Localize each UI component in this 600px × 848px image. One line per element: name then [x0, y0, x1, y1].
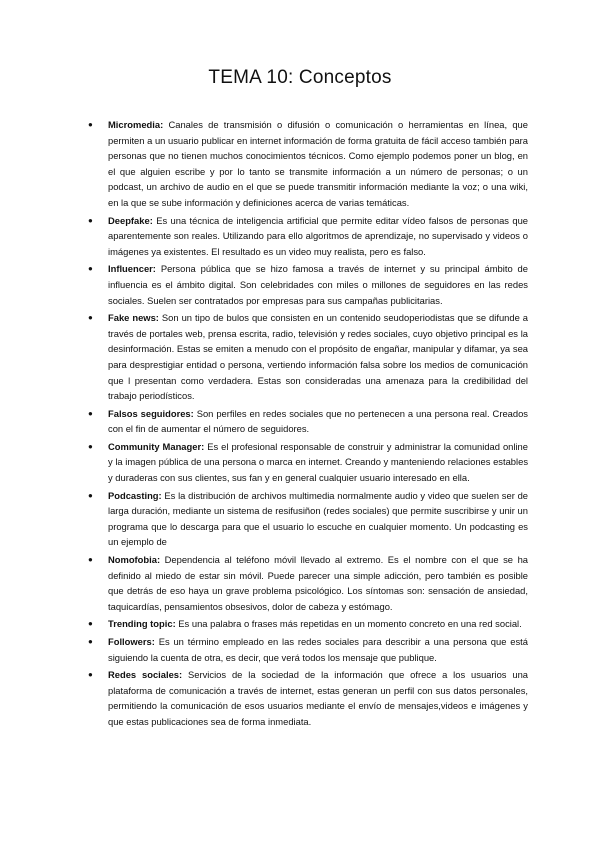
term-label: Deepfake: [108, 214, 153, 226]
term-definition: Son un tipo de bulos que consisten en un contenido seudoperiodistas que se difunde a través de portales web, prensa escrita, radio, televisión y redes sociales, cuyo objetivo principal es la desinformación. Estas se emiten a menudo con el propósito de engañar, manipular y difamar, ya sea para desprestigiar entidad o persona, vertiendo información falsa sobre los medios de comunicación que l presentan como verdadera. Estas son consideradas una amenaza para la credibilidad del trabajo periodísticos. [108, 312, 528, 402]
list-item [88, 406, 528, 437]
term-definition: Persona pública que se hizo famosa a través de internet y su principal ámbito de influencia es el ámbito digital. Son celebridades con miles o millones de seguidores en las redes sociales. Suelen ser contratados por empresas para sus campañas publicitarias. [108, 263, 528, 306]
term-definition: Es la distribución de archivos multimedia normalmente audio y video que suelen ser de larga duración, mediante un sistema de resifusiñon (redes sociales) que permite suscribirse y unir un programa que lo descarga para que el usuario lo escuche en cualquier momento. Un podcasting es un ejemplo de [108, 489, 528, 548]
term-definition: Es un término empleado en las redes sociales para describir a una persona que está siguiendo la cuenta de otra, es decir, que verá todos los mensaje que publique. [108, 636, 528, 663]
bullet-icon: ● [88, 264, 93, 274]
term-label: Nomofobia: [108, 554, 161, 566]
page-title: TEMA 10: Conceptos [208, 67, 392, 88]
term-label: Followers: [108, 636, 155, 647]
term-definition: Son perfiles en redes sociales que no pertenecen a una persona real. Creados con el fin de aumentar el número de seguidores. [108, 407, 528, 435]
list-item [88, 634, 528, 665]
term-definition: Canales de transmisión o difusión o comunicación o herramientas en línea, que permiten a un usuario publicar en internet información de forma gratuita de fácil acceso también para personas que no tienen muchos conocimientos técnicos. Como ejemplo podemos poner un blog, en el que alguien escribe y por lo tanto se transmite información a un número de personas; o un podcast, un archivo de audio en el que se puede transmitir información mediante la voz; o una wiki, en la que se sube información y definiciones acerca de varias temáticas. [108, 119, 528, 208]
list-item [88, 117, 528, 211]
bullet-icon: ● [88, 555, 93, 565]
bullet-icon: ● [88, 441, 93, 451]
bullet-icon: ● [88, 313, 93, 323]
term-label: Influencer: [108, 263, 156, 275]
list-item [88, 261, 528, 308]
term-definition: Es el profesional responsable de construir y administrar la comunidad online y la imagen pública de una persona o marca en internet. Creando y manteniendo relaciones estables y duraderas con sus clientes, sus fan y en general cualquier usuario interesado en ella. [108, 440, 528, 484]
list-item [88, 552, 528, 614]
list-item [88, 439, 528, 486]
term-definition: Es una técnica de inteligencia artificial que permite editar vídeo falsos de personas que aparentemente son reales. Utilizando para ello algoritmos de aprendizaje, no supervisado y videos o imágenes ya existentes. El resultado es un video muy realista, pero es falso. [108, 214, 528, 257]
term-label: Community Manager: [108, 440, 205, 452]
term-label: Podcasting: [108, 489, 162, 501]
bullet-icon: ● [88, 619, 93, 629]
bullet-icon: ● [88, 637, 93, 646]
bullet-icon: ● [88, 670, 93, 680]
glossary-list [88, 117, 528, 732]
list-item [88, 616, 528, 632]
list-item [88, 310, 528, 404]
term-label: Trending topic: [108, 618, 176, 630]
list-item [88, 667, 528, 729]
bullet-icon: ● [88, 408, 93, 418]
term-label: Falsos seguidores: [108, 407, 194, 419]
term-definition: Servicios de la sociedad de la información que ofrece a los usuarios una plataforma de comunicación a través de internet, estas generan un perfil con sus datos personales, permitiendo la comunicación de esos usuarios mediante el envío de mensajes,videos e imágenes y que estas publicaciones sea de forma inmediata. [108, 669, 528, 727]
bullet-icon: ● [88, 120, 93, 129]
bullet-icon: ● [88, 490, 93, 500]
bullet-icon: ● [88, 215, 93, 225]
term-label: Redes sociales: [108, 669, 183, 681]
list-item [88, 213, 528, 260]
term-label: Micromedia: [108, 119, 164, 130]
term-definition: Dependencia al teléfono móvil llevado al extremo. Es el nombre con el que se ha definido al miedo de estar sin móvil. Puede parecer una simple adicción, pero también es posible que detrás de eso haya un grave problema psicológico. Los síntomas son: sensación de ansiedad, taquicardías, pensamientos obsesivos, dolor de cabeza y estómago. [108, 554, 528, 612]
term-label: Fake news: [108, 312, 159, 324]
list-item [88, 488, 528, 550]
term-definition: Es una palabra o frases más repetidas en un momento concreto en una red social. [175, 618, 522, 630]
